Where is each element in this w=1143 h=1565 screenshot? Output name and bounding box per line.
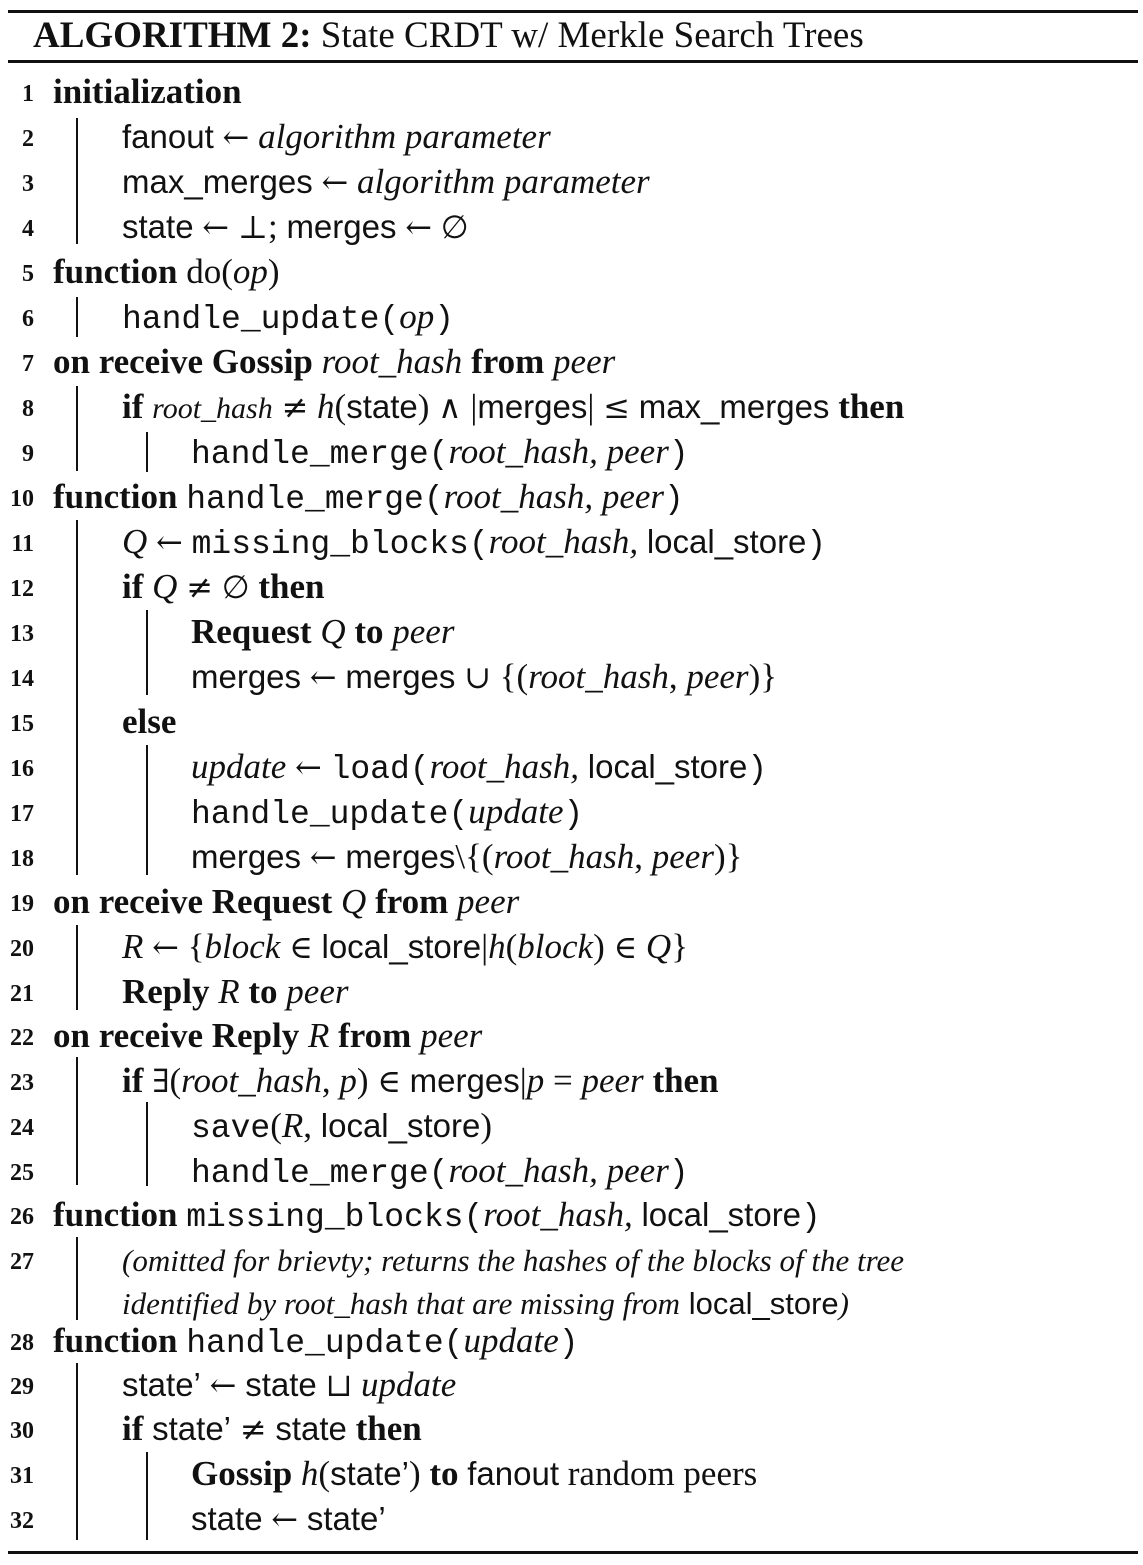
algorithm-line (0, 969, 1143, 1014)
line-number: 15 (10, 711, 34, 737)
line-code: identified by root_hash that are missing from local_store) (122, 1286, 849, 1321)
algorithm-title: State CRDT w/ Merkle Search Trees (320, 15, 864, 56)
line-code: handle_merge(root_hash, peer) (191, 1151, 689, 1192)
bottom-rule (8, 1551, 1138, 1554)
line-number: 28 (10, 1330, 34, 1356)
line-number: 20 (10, 936, 34, 962)
line-code: handle_update(update) (191, 792, 584, 833)
algorithm-line (0, 249, 1143, 294)
algorithm-line (0, 519, 1143, 564)
line-code: on receive Reply R from peer (53, 1016, 483, 1055)
line-code: on receive Gossip root_hash from peer (53, 342, 616, 381)
algorithm-line (0, 159, 1143, 204)
algorithm-line (0, 1318, 1143, 1363)
line-number: 11 (11, 531, 34, 557)
algorithm-line (0, 1237, 1143, 1282)
line-code: merges ← merges\{(root_hash, peer)} (191, 837, 743, 876)
line-code: update ← load(root_hash, local_store) (191, 747, 768, 788)
caption-rule (8, 60, 1138, 63)
algorithm-line (0, 1406, 1143, 1451)
line-number: 9 (22, 441, 34, 467)
line-number: 16 (10, 756, 34, 782)
line-code: if root_hash ≠ h(state) ∧ |merges| ≤ max_merges then (122, 387, 905, 426)
algorithm-line (0, 384, 1143, 429)
algorithm-line (0, 834, 1143, 879)
line-code: fanout ← algorithm parameter (122, 117, 551, 156)
line-number: 5 (22, 261, 34, 287)
line-code: state’ ← state ⊔ update (122, 1365, 457, 1404)
algorithm-line (0, 699, 1143, 744)
algorithm-line (0, 609, 1143, 654)
algorithm-line (0, 204, 1143, 249)
algorithm-line (0, 294, 1143, 339)
algorithm-line (0, 879, 1143, 924)
line-code: save(R, local_store) (191, 1106, 493, 1147)
line-number: 7 (22, 351, 34, 377)
line-code: state ← state’ (191, 1500, 386, 1538)
algorithm-line (0, 924, 1143, 969)
line-code: Request Q to peer (191, 612, 455, 651)
line-code: Q ← missing_blocks(root_hash, local_store) (122, 522, 827, 563)
line-code: function do(op) (53, 252, 280, 291)
line-number: 14 (10, 666, 34, 692)
line-code: (omitted for brievty; returns the hashes of the blocks of the tree (122, 1243, 905, 1278)
algorithm-line (0, 1496, 1143, 1541)
line-code: Gossip h(state’) to fanout random peers (191, 1454, 758, 1493)
line-number: 25 (10, 1160, 34, 1186)
line-code: merges ← merges ∪ {(root_hash, peer)} (191, 657, 778, 696)
algorithm-line (0, 114, 1143, 159)
algorithm-caption (33, 14, 864, 58)
line-code: initialization (53, 72, 242, 111)
algorithm-line (0, 339, 1143, 384)
line-number: 17 (10, 801, 34, 827)
algorithm-line (0, 69, 1143, 114)
algorithm-line (0, 1148, 1143, 1193)
line-number: 3 (22, 171, 34, 197)
line-code: state ← ⊥; merges ← ∅ (122, 207, 469, 246)
algorithm-line (0, 1103, 1143, 1148)
top-rule-thick (8, 10, 1138, 13)
algorithm-line (0, 789, 1143, 834)
algorithm-line (0, 1058, 1143, 1103)
line-code: if ∃(root_hash, p) ∈ merges|p = peer then (122, 1061, 719, 1100)
line-code: function handle_update(update) (53, 1321, 579, 1362)
line-number: 21 (10, 981, 34, 1007)
line-number: 23 (10, 1070, 34, 1096)
line-number: 24 (10, 1115, 34, 1141)
line-number: 19 (10, 891, 34, 917)
line-number: 26 (10, 1204, 34, 1230)
algorithm-label: ALGORITHM 2: (33, 15, 312, 56)
line-number: 1 (22, 81, 34, 107)
line-number: 32 (10, 1508, 34, 1534)
algorithm-line (0, 744, 1143, 789)
line-code: Reply R to peer (122, 972, 349, 1011)
line-number: 27 (10, 1249, 34, 1275)
line-number: 18 (10, 846, 34, 872)
algorithm-line (0, 564, 1143, 609)
line-code: if Q ≠ ∅ then (122, 567, 325, 606)
line-number: 8 (22, 396, 34, 422)
line-number: 30 (10, 1418, 34, 1444)
line-code: handle_update(op) (122, 297, 455, 338)
line-number: 10 (10, 486, 34, 512)
line-number: 2 (22, 126, 34, 152)
line-number: 13 (10, 621, 34, 647)
algorithm-line (0, 1192, 1143, 1237)
line-number: 4 (22, 216, 34, 242)
line-number: 6 (22, 306, 34, 332)
line-code: function missing_blocks(root_hash, local_store) (53, 1195, 821, 1236)
line-code: handle_merge(root_hash, peer) (191, 432, 689, 473)
line-code: if state’ ≠ state then (122, 1409, 422, 1448)
line-code: max_merges ← algorithm parameter (122, 162, 650, 201)
algorithm-line (0, 429, 1143, 474)
algorithm-line (0, 1013, 1143, 1058)
line-number: 22 (10, 1025, 34, 1051)
line-number: 31 (10, 1463, 34, 1489)
algorithm-line (0, 474, 1143, 519)
algorithm-line (0, 654, 1143, 699)
line-code: function handle_merge(root_hash, peer) (53, 477, 684, 518)
line-number: 12 (10, 576, 34, 602)
line-code: R ← {block ∈ local_store|h(block) ∈ Q} (122, 927, 688, 966)
line-code: on receive Request Q from peer (53, 882, 520, 921)
algorithm-line (0, 1451, 1143, 1496)
line-number: 29 (10, 1374, 34, 1400)
algorithm-line (0, 1362, 1143, 1407)
line-code: else (122, 702, 177, 741)
